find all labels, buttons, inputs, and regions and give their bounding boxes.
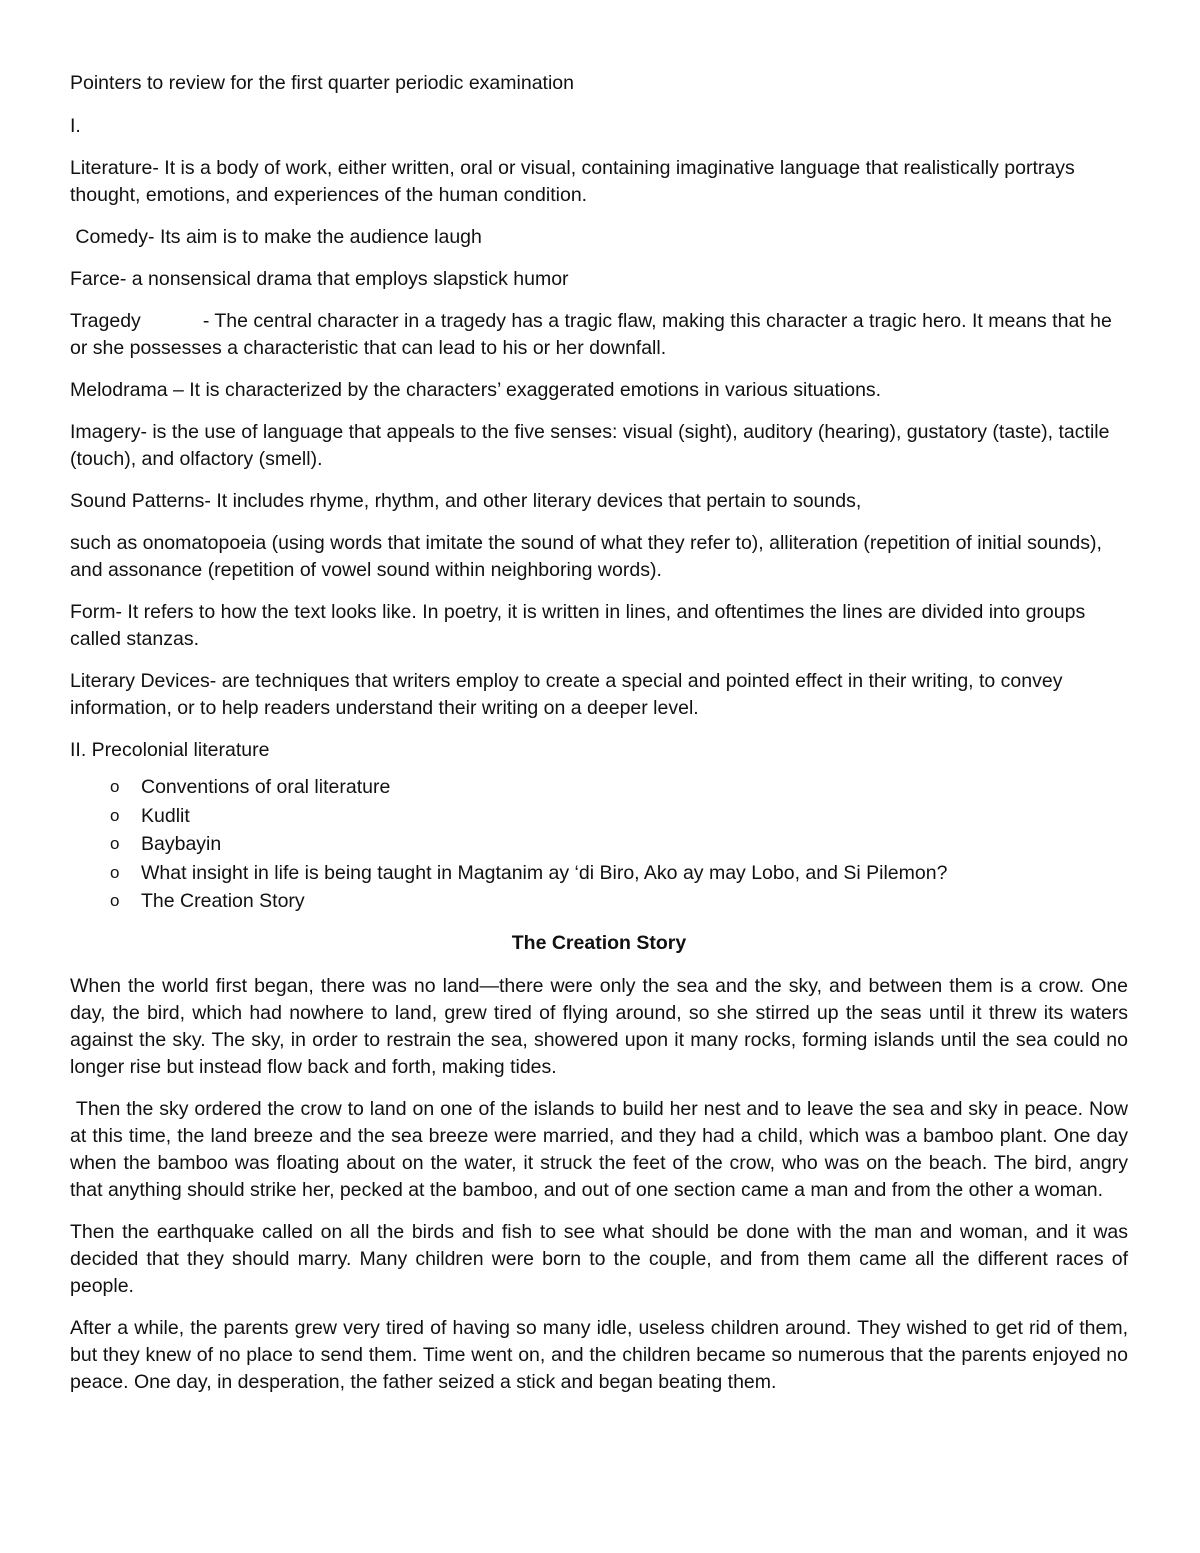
list-item: o The Creation Story	[70, 887, 1128, 916]
tragedy-text: - The central character in a tragedy has a tragic flaw, making this character a tragic hero. It means that he or she possesses a characteristic that can lead to his or her downfall.	[70, 310, 1112, 359]
story-paragraph: Then the earthquake called on all the birds and fish to see what should be done with the man and woman, and it was decided that they should marry. Many children were born to the couple, and from them came all the different races of people.	[70, 1220, 1128, 1297]
farce-definition: Farce- a nonsensical drama that employs slapstick humor	[70, 268, 569, 290]
story-paragraph: When the world first began, there was no land—there were only the sea and the sky, and between them is a crow. One day, the bird, which had nowhere to land, grew tired of flying around, so she stirred up the seas until it threw its waters against the sky. The sky, in order to restrain the sea, showered upon it many rocks, forming islands until the sea could no longer rise but instead flow back and forth, making tides.	[70, 974, 1128, 1078]
bullet-icon: o	[110, 891, 120, 910]
literature-definition: Literature- It is a body of work, either written, oral or visual, containing imaginative language that realistically portrays thought, emotions, and experiences of the human condition.	[70, 157, 1075, 206]
melodrama-definition: Melodrama – It is characterized by the characters’ exaggerated emotions in various situations.	[70, 379, 882, 401]
bullet-icon: o	[110, 805, 120, 825]
tragedy-term: Tragedy	[70, 310, 141, 332]
document-title: Pointers to review for the first quarter periodic examination	[70, 72, 574, 94]
precolonial-list	[70, 773, 1128, 916]
bullet-icon: o	[110, 777, 120, 796]
story-paragraph: Then the sky ordered the crow to land on one of the islands to build her nest and to leave the sea and sky in peace. Now at this time, the land breeze and the sea breeze were married, and they had a child, which was a bamboo plant. One day when the bamboo was floating about on the water, it struck the feet of the crow, who was on the beach. The bird, angry that anything should strike her, pecked at the bamboo, and out of one section came a man and from the other a woman.	[70, 1097, 1134, 1201]
list-item: o Kudlit	[70, 802, 1128, 831]
list-item: o Conventions of oral literature	[70, 773, 1128, 802]
list-item: o Baybayin	[70, 830, 1128, 859]
tragedy-definition	[70, 308, 1128, 362]
sound-patterns-continued: such as onomatopoeia (using words that imitate the sound of what they refer to), alliteration (repetition of initial sounds), and assonance (repetition of vowel sound within neighboring words).	[70, 532, 1102, 581]
sound-patterns-definition: Sound Patterns- It includes rhyme, rhythm, and other literary devices that pertain to sounds,	[70, 490, 862, 512]
literary-devices-definition: Literary Devices- are techniques that writers employ to create a special and pointed effect in their writing, to convey information, or to help readers understand their writing on a deeper level.	[70, 670, 1063, 719]
bullet-icon: o	[110, 862, 120, 882]
section-one-heading: I.	[70, 115, 81, 137]
story-paragraph: After a while, the parents grew very tired of having so many idle, useless children around. They wished to get rid of them, but they knew of no place to send them. Time went on, and the children became so numerous that the parents enjoyed no peace. One day, in desperation, the father seized a stick and began beating them.	[70, 1316, 1128, 1393]
imagery-definition: Imagery- is the use of language that appeals to the five senses: visual (sight), auditory (hearing), gustatory (taste), tactile (touch), and olfactory (smell).	[70, 421, 1110, 470]
document-page	[70, 70, 1134, 1411]
bullet-icon: o	[110, 834, 120, 853]
list-item: o What insight in life is being taught in Magtanim ay ‘di Biro, Ako ay may Lobo, and Si Pilemon?	[70, 859, 1128, 888]
story-title: The Creation Story	[511, 931, 687, 954]
form-definition: Form- It refers to how the text looks like. In poetry, it is written in lines, and oftentimes the lines are divided into groups called stanzas.	[70, 601, 1086, 650]
section-two-heading: II. Precolonial literature	[70, 739, 270, 761]
comedy-definition: Comedy- Its aim is to make the audience laugh	[70, 226, 482, 248]
